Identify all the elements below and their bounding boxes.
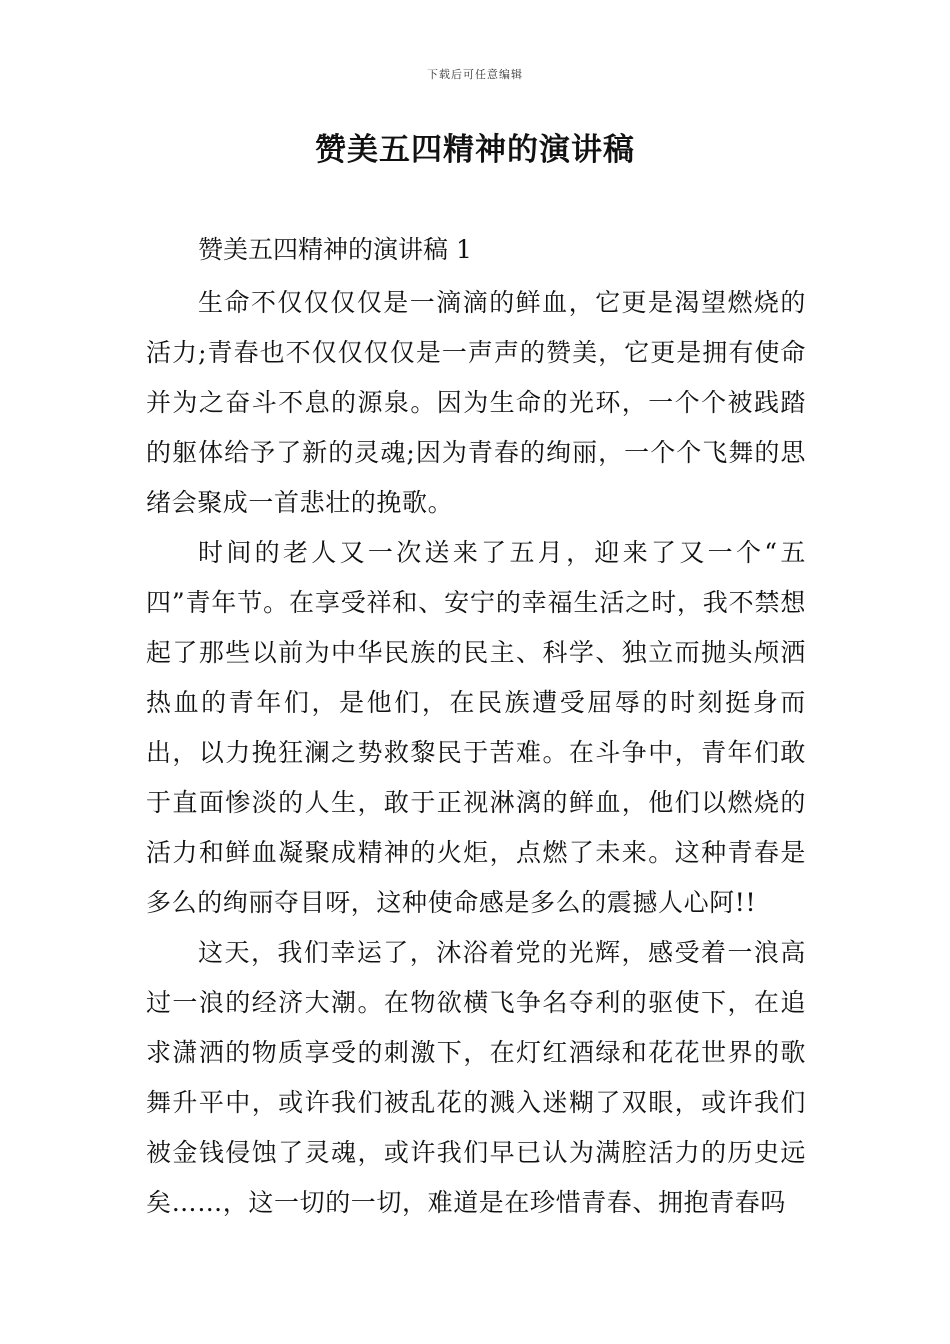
- header-note: 下载后可任意编辑: [427, 68, 523, 81]
- document-title: 赞美五四精神的演讲稿: [315, 132, 635, 168]
- paragraph-1: 生命不仅仅仅仅是一滴滴的鲜血，它更是渴望燃烧的活力;青春也不仅仅仅仅是一声声的赞美，它更是拥有使命并为之奋斗不息的源泉。因为生命的光环，一个个被践踏的躯体给予了新的灵魂;因为青春的绚丽，一个个飞舞的思绪会聚成一首悲壮的挽歌。: [146, 288, 806, 517]
- paragraph-3: 这天，我们幸运了，沐浴着党的光辉，感受着一浪高过一浪的经济大潮。在物欲横飞争名夺利的驱使下，在追求潇洒的物质享受的刺激下，在灯红酒绿和花花世界的歌舞升平中，或许我们被乱花的溅入迷糊了双眼，或许我们被金钱侵蚀了灵魂，或许我们早已认为满腔活力的历史远矣……，这一切的一切，难道是在珍惜青春、拥抱青春吗: [146, 938, 806, 1217]
- paragraph-2: 时间的老人又一次送来了五月，迎来了又一个“五四”青年节。在享受祥和、安宁的幸福生活之时，我不禁想起了那些以前为中华民族的民主、科学、独立而抛头颅洒热血的青年们，是他们，在民族遭受屈辱的时刻挺身而出，以力挽狂澜之势救黎民于苦难。在斗争中，青年们敢于直面惨淡的人生，敢于正视淋漓的鲜血，他们以燃烧的活力和鲜血凝聚成精神的火炬，点燃了未来。这种青春是多么的绚丽夺目呀，这种使命感是多么的震撼人心阿!!: [146, 538, 806, 917]
- document-body: [146, 228, 806, 1228]
- document-subtitle: 赞美五四精神的演讲稿 1: [198, 235, 472, 264]
